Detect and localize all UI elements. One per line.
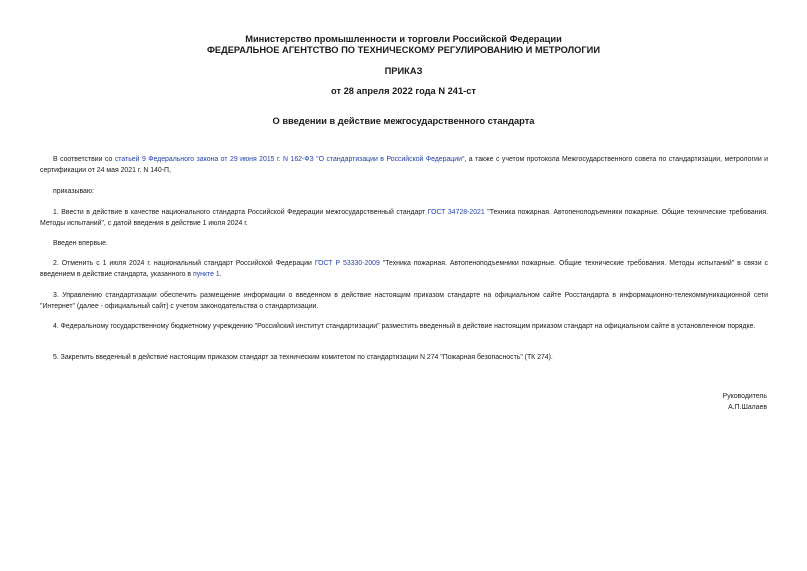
paragraph-item-5: 5. Закрепить введенный в действие настоящим приказом стандарт за техническим комитетом по стандартизации N 274 "Пожарная безопасность" (ТК 274).	[53, 354, 553, 361]
standard-link-gost-34728[interactable]: ГОСТ 34728-2021	[427, 209, 485, 216]
paragraph-item-1	[40, 208, 768, 229]
paragraph-item-4: 4. Федеральному государственному бюджетному учреждению "Российский институт стандартизации" разместить введенный в действие настоящим приказом стандарт на официальном сайте в установленном порядке.	[53, 323, 756, 330]
paragraph-text: .	[219, 270, 222, 278]
paragraph-item-3: 3. Управлению стандартизации обеспечить размещение информации о введенном в действие настоящим приказом стандарте на официальном сайте Росстандарта в информационно-телекоммуникационной сети "Интернет" (далее - официальный сайт) с учетом законодательства о стандартизации.	[40, 292, 768, 310]
standard-link-gost-r-53330[interactable]: ГОСТ Р 53330-2009	[314, 260, 380, 267]
paragraph-item-2	[40, 259, 768, 280]
ministry-name: Министерство промышленности и торговли Российской Федерации	[245, 34, 562, 44]
item-1-link[interactable]: пункте 1	[192, 270, 220, 278]
signatory-name: А.П.Шалаев	[728, 404, 767, 411]
paragraph-text: "Техника пожарная. Автопеноподъемники пожарные. Общие технические требования. Методы испытаний" в связи с введением в действие стандарта, указанного в	[40, 260, 768, 278]
paragraph-text: , а также с учетом протокола Межгосударственного совета по стандартизации, метрологии и сертификации от 24 мая 2021 г. N 140-П,	[40, 156, 769, 174]
paragraph-order: приказываю:	[53, 188, 94, 195]
paragraph-basis	[40, 155, 768, 176]
paragraph-note: Введен впервые.	[53, 240, 108, 247]
paragraph-text: "Техника пожарная. Автопеноподъемники пожарные. Общие технические требования. Методы испытаний", с датой введения в действие 1 июля 2024 г.	[40, 209, 769, 227]
signatory-role: Руководитель	[722, 393, 767, 400]
paragraph-text: В соответствии со	[53, 156, 115, 163]
paragraph-text: 1. Ввести в действие в качестве национального стандарта Российской Федерации межгосударственный стандарт	[53, 209, 428, 216]
agency-name: ФЕДЕРАЛЬНОЕ АГЕНТСТВО ПО ТЕХНИЧЕСКОМУ РЕГУЛИРОВАНИЮ И МЕТРОЛОГИИ	[206, 45, 601, 55]
document-subject: О введении в действие межгосударственного стандарта	[272, 116, 535, 126]
law-link[interactable]: статьей 9 Федерального закона от 29 июня 2015 г. N 162-ФЗ "О стандартизации в Российской Федерации"	[114, 156, 465, 163]
document-date-number: от 28 апреля 2022 года N 241-ст	[331, 86, 476, 96]
document-type: ПРИКАЗ	[384, 66, 423, 76]
paragraph-text: 2. Отменить с 1 июля 2024 г. национальный стандарт Российской Федерации	[53, 260, 315, 267]
